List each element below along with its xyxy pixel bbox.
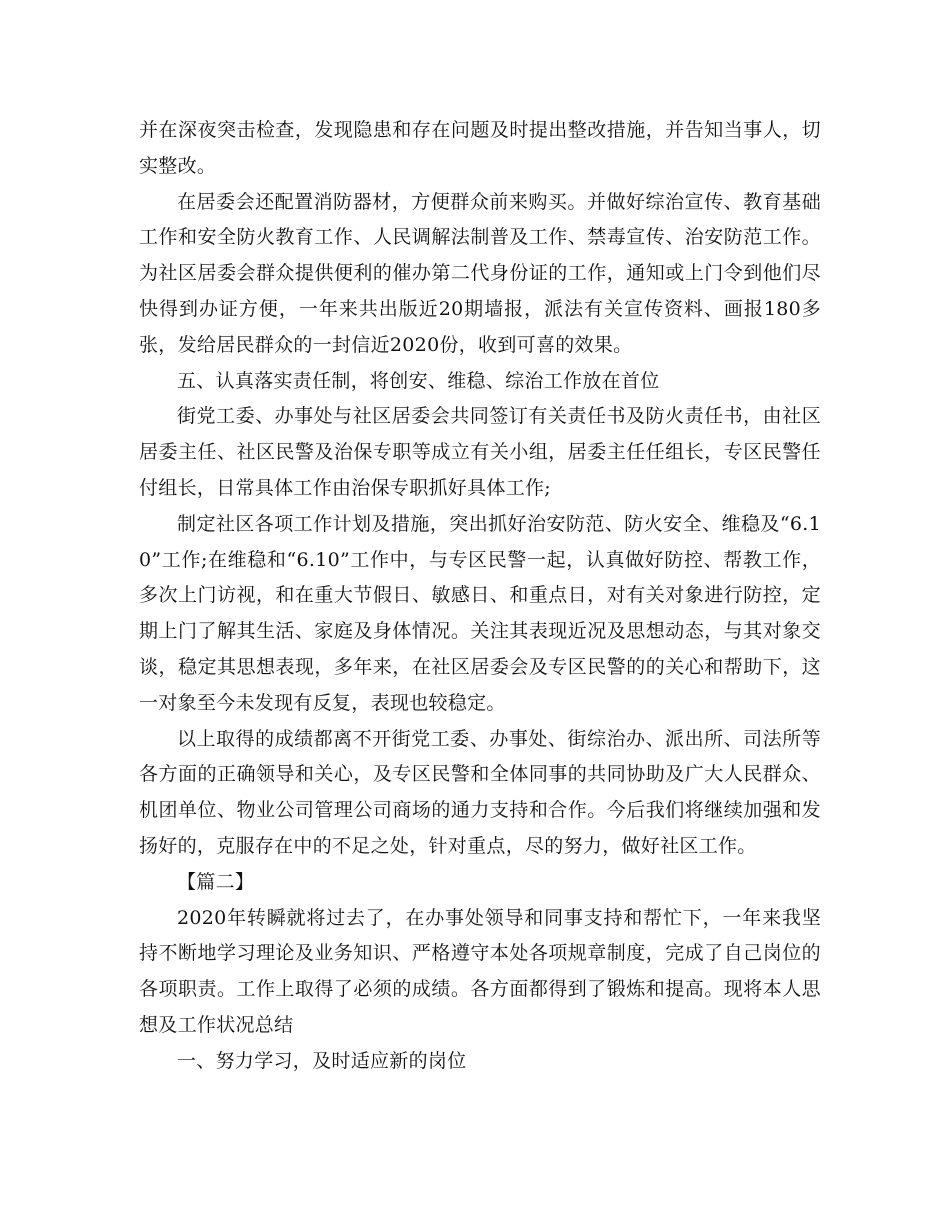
paragraph-2: 在居委会还配置消防器材，方便群众前来购买。并做好综治宣传、教育基础工作和安全防火教育工作、人民调解法制普及工作、禁毒宣传、治安防范工作。为社区居委会群众提供便利的催办第二代身份证的工作，通知或上门令到他们尽快得到办证方便，一年来共出版近20期墙报，派法有关宣传资料、画报180多张，发给居民群众的一封信近2020份，收到可喜的效果。 (139, 190, 821, 356)
paragraph-5: 以上取得的成绩都离不开街党工委、办事处、街综治办、派出所、司法所等各方面的正确领导和关心，及专区民警和全体同事的共同协助及广大人民群众、机团单位、物业公司管理公司商场的通力支持和合作。今后我们将继续加强和发扬好的，克服存在中的不足之处，针对重点，尽的努力，做好社区工作。 (139, 727, 821, 857)
section-heading-1: 一、努力学习，及时适应新的岗位 (177, 1049, 467, 1072)
section-heading-5: 五、认真落实责任制，将创安、维稳、综治工作放在首位 (177, 369, 660, 392)
document-page (139, 113, 821, 1080)
paragraph-4: 制定社区各项工作计划及措施，突出抓好治安防范、防火安全、维稳及“6.10”工作;在维稳和“6.10”工作中，与专区民警一起，认真做好防控、帮教工作，多次上门访视，和在重大节假日、敏感日、和重点日，对有关对象进行防控，定期上门了解其生活、家庭及身体情况。关注其表现近况及思想动态，与其对象交谈，稳定其思想表现，多年来，在社区居委会及专区民警的的关心和帮助下，这一对象至今未发现有反复，表现也较稳定。 (139, 512, 821, 714)
part-two-heading: 【篇二】 (177, 870, 255, 893)
paragraph-6: 2020年转瞬就将过去了，在办事处领导和同事支持和帮忙下，一年来我坚持不断地学习理论及业务知识、严格遵守本处各项规章制度，完成了自己岗位的各项职责。工作上取得了必须的成绩。各方面都得到了锻炼和提高。现将本人思想及工作状况总结 (139, 906, 821, 1036)
paragraph-1: 并在深夜突击检查，发现隐患和存在问题及时提出整改措施，并告知当事人，切实整改。 (139, 119, 821, 177)
paragraph-3: 街党工委、办事处与社区居委会共同签订有关责任书及防火责任书，由社区居委主任、社区民警及治保专职等成立有关小组，居委主任任组长，专区民警任付组长，日常具体工作由治保专职抓好具体工作; (139, 405, 821, 499)
